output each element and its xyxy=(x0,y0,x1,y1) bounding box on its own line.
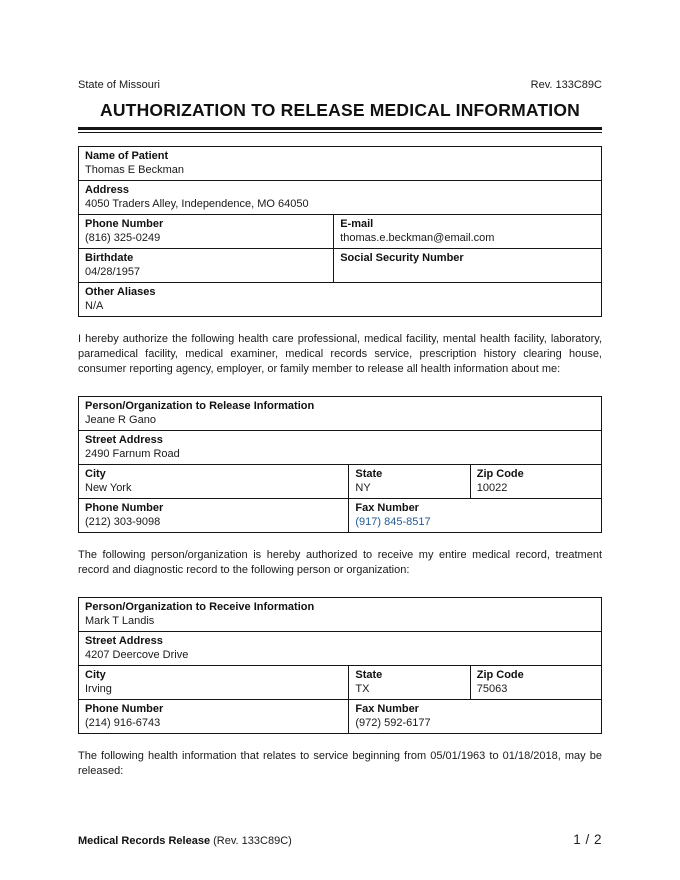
title-rule-thick-line xyxy=(78,127,602,130)
footer-page-indicator: 1 / 2 xyxy=(573,832,602,847)
receive-org-street-label: Street Address xyxy=(85,635,163,647)
release-org-phone-value: (212) 303-9098 xyxy=(85,516,161,528)
footer-doc-rev: (Rev. 133C89C) xyxy=(213,835,292,847)
patient-aliases-value: N/A xyxy=(85,300,104,312)
document-title: AUTHORIZATION TO RELEASE MEDICAL INFORMATION xyxy=(100,100,580,120)
patient-address-value: 4050 Traders Alley, Independence, MO 64050 xyxy=(85,198,309,210)
patient-info-table xyxy=(78,146,602,317)
patient-name-cell xyxy=(79,147,602,181)
title-rule-thin-line xyxy=(78,132,602,134)
release-org-city-label: City xyxy=(85,468,106,480)
table-row xyxy=(79,632,602,666)
patient-birthdate-value: 04/28/1957 xyxy=(85,266,141,278)
release-org-street-cell xyxy=(79,431,602,465)
patient-ssn-cell xyxy=(334,249,602,283)
release-org-fax-label: Fax Number xyxy=(355,502,419,514)
receive-org-fax-cell xyxy=(349,700,602,734)
document-meta-row xyxy=(78,79,602,92)
receive-org-state-value: TX xyxy=(355,683,370,695)
table-row xyxy=(79,397,602,431)
receive-org-state-label: State xyxy=(355,669,383,681)
patient-phone-value: (816) 325-0249 xyxy=(85,232,161,244)
patient-birthdate-label: Birthdate xyxy=(85,252,134,264)
receive-org-phone-value: (214) 916-6743 xyxy=(85,717,161,729)
receive-org-city-value: Irving xyxy=(85,683,112,695)
revision-label: Rev. 133C89C xyxy=(530,79,602,91)
receive-org-state-cell xyxy=(349,666,470,700)
patient-address-label: Address xyxy=(85,184,130,196)
receive-org-zip-label: Zip Code xyxy=(476,669,524,681)
table-row xyxy=(79,431,602,465)
release-org-state-cell xyxy=(349,465,470,499)
table-row xyxy=(79,249,602,283)
release-org-header-label: Person/Organization to Release Information xyxy=(85,400,315,412)
release-org-state-label: State xyxy=(355,468,383,480)
receive-org-city-cell xyxy=(79,666,349,700)
patient-name-label: Name of Patient xyxy=(85,150,169,162)
release-org-fax-cell xyxy=(349,499,602,533)
table-row xyxy=(79,465,602,499)
receive-org-table xyxy=(78,597,602,734)
patient-email-value: thomas.e.beckman@email.com xyxy=(340,232,495,244)
patient-email-label: E-mail xyxy=(340,218,374,230)
release-org-fax-link[interactable]: (917) 845-8517 xyxy=(355,516,431,528)
release-org-city-cell xyxy=(79,465,349,499)
release-org-phone-cell xyxy=(79,499,349,533)
service-dates-statement: The following health information that relates to service beginning from 05/01/1963 to 01/18/2018, may be released: xyxy=(78,750,602,777)
receive-statement: The following person/organization is hereby authorized to receive my entire medical record, treatment record and diagnostic record to the following person or organization: xyxy=(78,549,602,576)
patient-phone-label: Phone Number xyxy=(85,218,164,230)
receive-org-name-value: Mark T Landis xyxy=(85,615,155,627)
receive-org-fax-label: Fax Number xyxy=(355,703,419,715)
table-row xyxy=(79,666,602,700)
patient-email-cell xyxy=(334,215,602,249)
release-org-street-value: 2490 Farnum Road xyxy=(85,448,180,460)
patient-name-value: Thomas E Beckman xyxy=(85,164,185,176)
patient-phone-cell xyxy=(79,215,334,249)
state-of-missouri-label: State of Missouri xyxy=(78,79,160,91)
footer-doc-id xyxy=(78,835,292,847)
table-row xyxy=(79,283,602,317)
receive-org-city-label: City xyxy=(85,669,106,681)
patient-ssn-label: Social Security Number xyxy=(340,252,464,264)
table-row xyxy=(79,598,602,632)
release-org-city-value: New York xyxy=(85,482,132,494)
authorization-statement: I hereby authorize the following health care professional, medical facility, mental health facility, laboratory, paramedical facility, medical examiner, medical records service, prescription history clearing house, consumer reporting agency, employer, or family member to release all health information about me: xyxy=(78,333,602,375)
table-row xyxy=(79,147,602,181)
receive-org-street-value: 4207 Deercove Drive xyxy=(85,649,189,661)
release-org-table xyxy=(78,396,602,533)
page-footer xyxy=(78,832,602,847)
title-rule xyxy=(78,127,602,133)
receive-org-street-cell xyxy=(79,632,602,666)
release-org-phone-label: Phone Number xyxy=(85,502,164,514)
release-org-name-cell xyxy=(79,397,602,431)
table-row xyxy=(79,181,602,215)
patient-birthdate-cell xyxy=(79,249,334,283)
table-row xyxy=(79,499,602,533)
table-row xyxy=(79,215,602,249)
receive-org-zip-value: 75063 xyxy=(476,683,508,695)
release-org-zip-label: Zip Code xyxy=(476,468,524,480)
release-org-state-value: NY xyxy=(355,482,371,494)
table-row xyxy=(79,700,602,734)
receive-org-zip-cell xyxy=(470,666,601,700)
patient-ssn-value xyxy=(340,265,595,280)
receive-org-header-label: Person/Organization to Receive Information xyxy=(85,601,315,613)
receive-org-phone-cell xyxy=(79,700,349,734)
receive-org-fax-value: (972) 592-6177 xyxy=(355,717,431,729)
release-org-zip-value: 10022 xyxy=(476,482,508,494)
footer-doc-title: Medical Records Release xyxy=(78,835,211,847)
patient-aliases-label: Other Aliases xyxy=(85,286,156,298)
receive-org-name-cell xyxy=(79,598,602,632)
release-org-zip-cell xyxy=(470,465,601,499)
release-org-name-value: Jeane R Gano xyxy=(85,414,156,426)
release-org-street-label: Street Address xyxy=(85,434,163,446)
receive-org-phone-label: Phone Number xyxy=(85,703,164,715)
patient-address-cell xyxy=(79,181,602,215)
patient-aliases-cell xyxy=(79,283,602,317)
